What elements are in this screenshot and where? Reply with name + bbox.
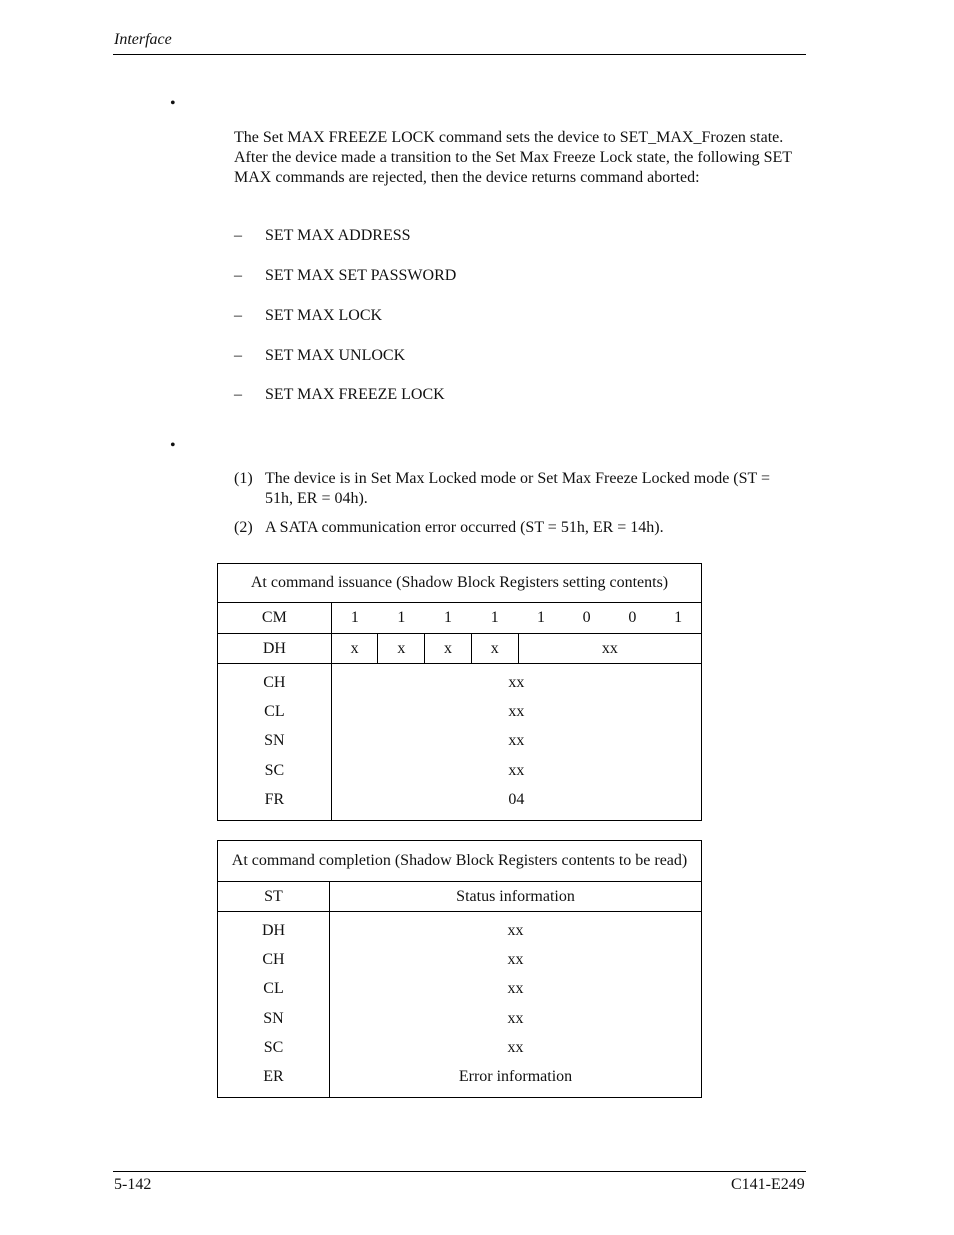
register-label: SC: [264, 761, 285, 779]
dash-marker: –: [234, 347, 242, 364]
list-item: [234, 307, 382, 325]
register-label-group: [218, 664, 332, 821]
bit-cell: 1: [471, 603, 518, 634]
header-rule: [113, 54, 806, 55]
page-header-title: Interface: [114, 31, 172, 48]
table-caption: At command completion (Shadow Block Registers contents to be read): [218, 841, 702, 882]
bullet-section-2: •: [170, 437, 176, 454]
error-condition-item: [234, 518, 794, 538]
bit-cell: 0: [564, 603, 610, 634]
register-label: DH: [218, 634, 332, 664]
list-item-text: SET MAX SET PASSWORD: [265, 267, 457, 284]
register-value: Status information: [330, 882, 702, 912]
register-value-group: [330, 912, 702, 1098]
register-label: SN: [263, 1009, 284, 1027]
completion-register-table: [217, 840, 702, 1098]
dash-marker: –: [234, 386, 242, 403]
register-label: FR: [264, 790, 285, 808]
register-value-group: [331, 664, 701, 821]
bit-cell: 1: [655, 603, 701, 634]
bit-cell: 1: [518, 603, 564, 634]
register-label: CM: [218, 603, 332, 634]
section-1-paragraph: [234, 128, 804, 188]
list-item: [234, 386, 445, 404]
register-value: xx: [507, 922, 524, 939]
register-label: CH: [262, 951, 285, 969]
register-value: xx: [507, 951, 524, 969]
bit-cell-group: xx: [518, 634, 701, 664]
list-item-text: SET MAX ADDRESS: [265, 227, 411, 244]
document-id: C141-E249: [731, 1176, 805, 1193]
footer-rule: [113, 1171, 806, 1172]
register-value: Error information: [458, 1067, 573, 1085]
dash-marker: –: [234, 267, 242, 284]
register-label: ST: [218, 882, 330, 912]
bit-cell: 1: [378, 603, 425, 634]
register-label: DH: [261, 922, 286, 939]
register-label: SN: [264, 732, 285, 750]
register-value: xx: [508, 674, 525, 691]
table-caption: At command issuance (Shadow Block Registers setting contents): [218, 564, 702, 603]
bit-cell: x: [378, 634, 425, 664]
bit-cell: x: [331, 634, 378, 664]
bit-cell: 0: [610, 603, 656, 634]
bit-cell: 1: [425, 603, 472, 634]
list-item-text: SET MAX FREEZE LOCK: [265, 386, 445, 403]
bit-cell: x: [471, 634, 518, 664]
register-label: CL: [263, 980, 284, 998]
page-number: 5-142: [114, 1176, 152, 1193]
paragraph-line-2: After the device made a transition to the Set Max Freeze Lock state, the following SET MAX commands are rejected, then the device returns command aborted:: [234, 149, 792, 186]
error-condition-item: [234, 469, 794, 509]
list-item-text: SET MAX LOCK: [265, 307, 383, 324]
paragraph-line-1: The Set MAX FREEZE LOCK command sets the device to SET_MAX_Frozen state.: [234, 129, 784, 146]
bit-cell: x: [425, 634, 472, 664]
list-item: [234, 227, 411, 245]
list-item: [234, 267, 456, 285]
register-value: xx: [507, 980, 524, 998]
register-label-group: [218, 912, 330, 1098]
list-item: [234, 347, 405, 365]
register-label: SC: [263, 1038, 284, 1056]
issuance-register-table: [217, 563, 702, 821]
register-value: xx: [507, 1038, 524, 1056]
register-label: CL: [264, 703, 285, 721]
bit-cell: 1: [331, 603, 378, 634]
register-value: xx: [508, 732, 525, 750]
bullet-section-1: •: [170, 95, 176, 112]
item-text: The device is in Set Max Locked mode or Set Max Freeze Locked mode (ST = 51h, ER = 04h).: [265, 470, 771, 507]
item-number: (2): [234, 519, 253, 536]
dash-marker: –: [234, 307, 242, 324]
register-label: CH: [263, 674, 286, 691]
register-value: 04: [508, 790, 525, 808]
register-value: xx: [508, 703, 525, 721]
list-item-text: SET MAX UNLOCK: [265, 347, 406, 364]
item-text: A SATA communication error occurred (ST = 51h, ER = 14h).: [265, 519, 664, 536]
register-value: xx: [508, 761, 525, 779]
dash-marker: –: [234, 227, 242, 244]
register-value: xx: [507, 1009, 524, 1027]
register-label: ER: [263, 1067, 284, 1085]
item-number: (1): [234, 470, 253, 487]
